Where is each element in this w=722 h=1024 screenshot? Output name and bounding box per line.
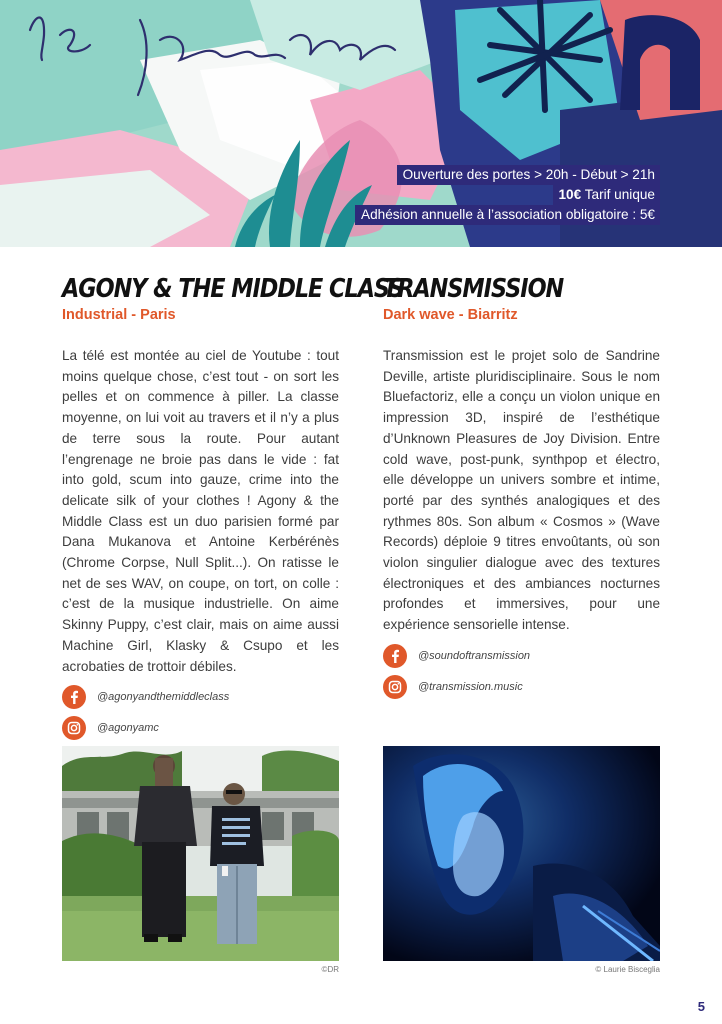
band-section-transmission [383,268,660,699]
band-bio: Transmission est le projet solo de Sandrine Deville, artiste pluridisciplinaire. Sous le nom Bluefactoriz, elle a conçu un violon unique en impression 3D, inspiré de l’esthétique d’Unknown Pleasures de Joy Division. Entre cold wave, post-punk, synthpop et électro, elle développe un univers sombre et intime, porté par des synthés analogiques et des rythmes 80s. Son album « Cosmos » (Wave Records) déploie 9 titres envoûtants, où son violon singulier dialogue avec des textures électroniques et des ambiances nocturnes profondes et immersives, pour une expérience sensorielle intense. [383,348,660,633]
photo-credit: ©DR [321,965,339,974]
band-genre: Dark wave - Biarritz [383,307,518,323]
facebook-icon [62,685,86,709]
facebook-link[interactable] [62,685,339,709]
instagram-icon [62,716,86,740]
instagram-handle: @agonyamc [97,722,159,735]
opening-hours: Ouverture des portes > 20h - Début > 21h [397,165,660,185]
instagram-link[interactable] [62,716,339,740]
facebook-handle: @soundoftransmission [418,649,531,662]
page-number: 5 [697,999,705,1014]
transmission-band-photo [383,746,660,961]
membership-info: Adhésion annuelle à l’association obligatoire : 5€ [355,205,660,225]
agony-band-photo [62,746,339,961]
price-value: 10€ [558,187,582,202]
facebook-icon [383,644,407,668]
price-label: Tarif unique [581,187,655,202]
facebook-link[interactable] [383,644,660,668]
ticket-price [553,185,661,205]
band-name: AGONY & THE MIDDLE CLASS [62,274,404,304]
band-bio: La télé est montée au ciel de Youtube : tout moins quelque chose, c’est tout - on sort les pelles et on commence à piller. La classe moyenne, on lui voit au travers et il n’y a plus de terre sous la route. Pour autant l’engrenage ne broie pas dans le vide : fat into gold, scum into gauze, crime into the delicate silk of your clothes ! Agony & the Middle Class est un duo parisien formé par Dana Mukanova et Antoine Kerbérénès (Chrome Corpse, Null Split...). On ratisse le net de ses WAV, on coupe, on tort, on colle : c’est de la musique industrielle. On aime Skinny Puppy, c’est clair, mais on aime aussi Machine Girl, Klasky & Csupo et les acrobaties de trottoir débiles. [62,348,339,674]
event-info-box [355,165,660,225]
header-artwork [0,0,722,247]
band-section-agony [62,268,404,740]
band-genre: Industrial - Paris [62,307,176,323]
photo-credit: © Laurie Bisceglia [595,965,660,974]
band-name: TRANSMISSION [383,274,564,304]
instagram-link[interactable] [383,675,660,699]
instagram-icon [383,675,407,699]
instagram-handle: @transmission.music [418,680,523,693]
facebook-handle: @agonyandthemiddleclass [97,691,230,704]
